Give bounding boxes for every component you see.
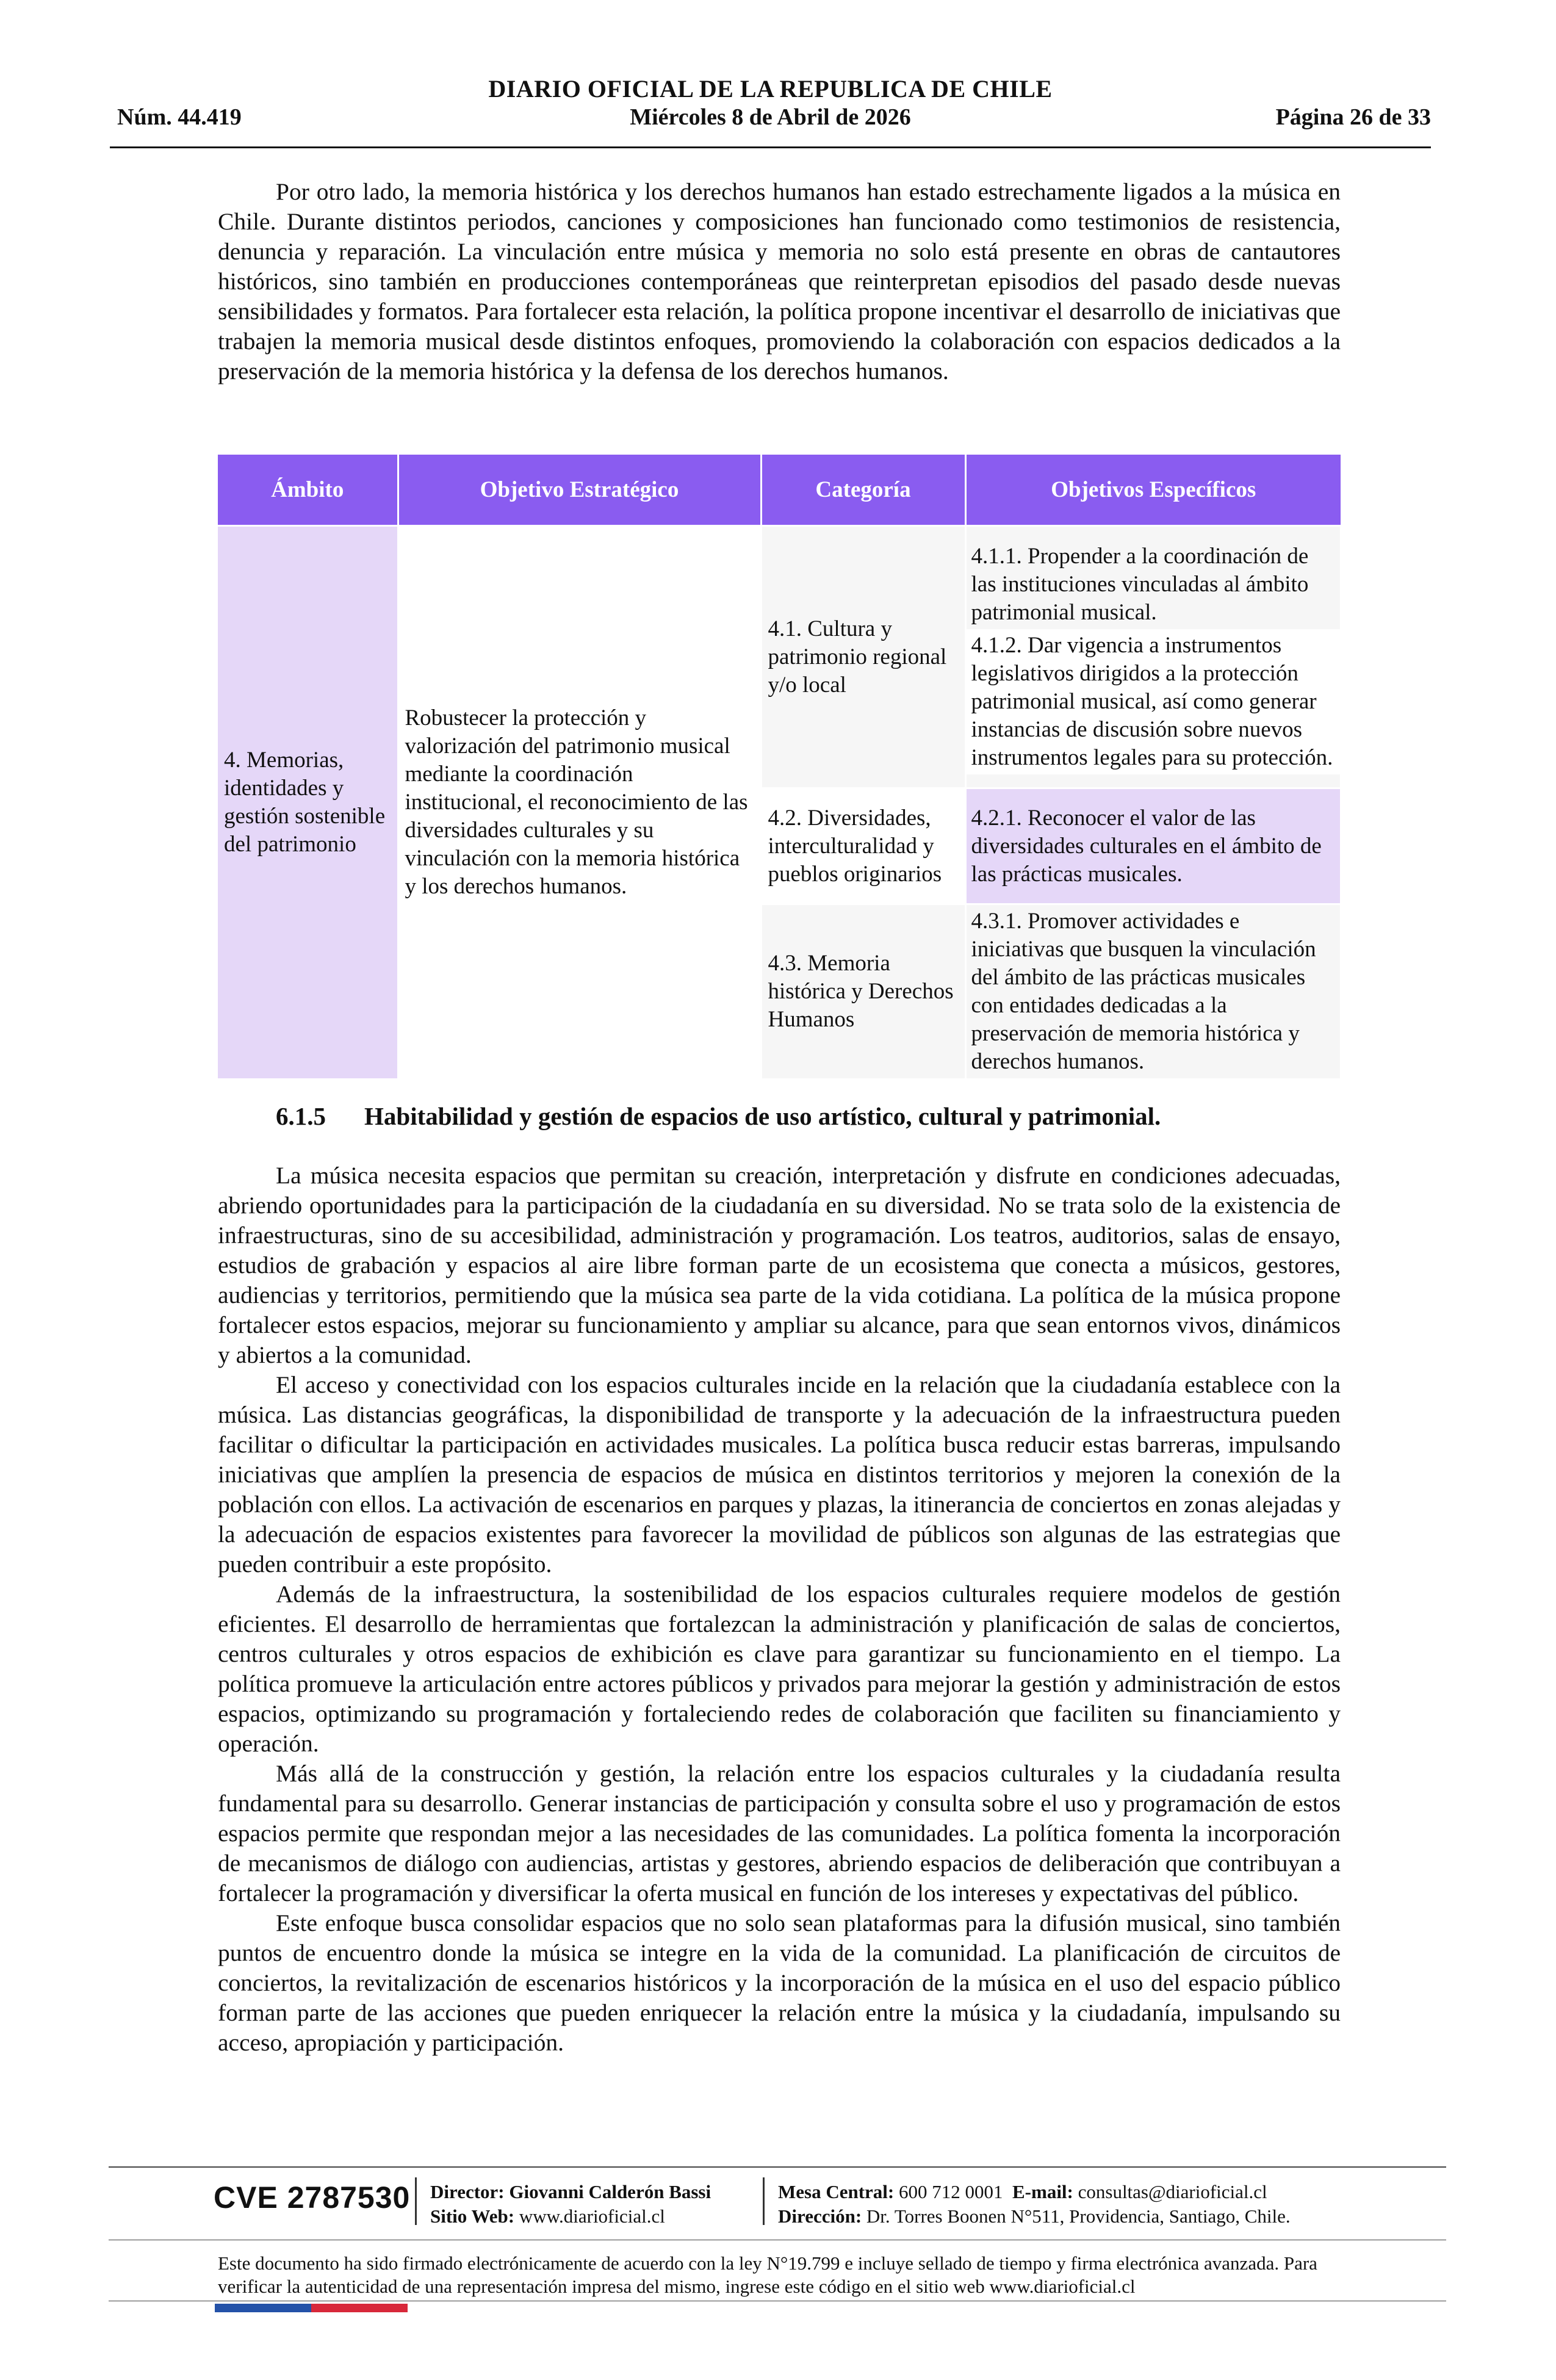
body-paragraph: Este enfoque busca consolidar espacios que no solo sean plataformas para la difusión musical, sino también puntos de encuentro donde la música se integre en la vida de la comunidad. La planificación de circuitos de conciertos, la revitalización de escenarios históricos y la incorporación de la música en el uso del espacio público forman parte de las acciones que pueden enriquecer la relación entre la música y la ciudadanía, impulsando su acceso, apropiación y participación. [218,1909,1341,2056]
specific-objective: 4.1.1. Propender a la coordinación de las instituciones vinculadas al ámbito patrimonial musical. [971,543,1309,625]
cve-code: CVE 2787530 [214,2180,411,2215]
specific-objective: 4.3.1. Promover actividades e iniciativas que busquen la vinculación del ámbito de las prácticas musicales con entidades dedicadas a la preservación de memoria histórica y derechos humanos. [965,904,1341,1079]
email-link[interactable]: consultas@diarioficial.cl [1078,2181,1267,2202]
page-header [110,74,1431,148]
ambito-cell: 4. Memorias, identidades y gestión sostenible del patrimonio [218,526,398,1079]
section-title: Habitabilidad y gestión de espacios de uso artístico, cultural y patrimonial. [364,1102,1161,1130]
director-name: Giovanni Calderón Bassi [509,2181,711,2202]
header-ambito: Ámbito [218,455,398,526]
page-indicator: Página 26 de 33 [1275,104,1431,130]
email-label: E-mail: [1012,2181,1073,2202]
table-header-row [218,455,1341,526]
footer-separator [415,2177,417,2225]
newspaper-title: DIARIO OFICIAL DE LA REPUBLICA DE CHILE [488,75,1053,103]
footer-separator [763,2177,765,2225]
flag-stripe-red [311,2304,408,2312]
category-cell: 4.1. Cultura y patrimonio regional y/o local [761,526,965,788]
body-paragraph: Además de la infraestructura, la sostenibilidad de los espacios culturales requiere modelos de gestión eficientes. El desarrollo de herramientas que fortalezcan la administración y planificación de salas de conciertos, centros culturales y otros espacios de exhibición es clave para garantizar su funcionamiento en el tiempo. La política promueve la articulación entre actores públicos y privados para mejorar la gestión y administración de estos espacios, optimizando su programación y fortaleciendo redes de colaboración que faciliten su financiamiento y operación. [218,1581,1341,1757]
category-cell: 4.2. Diversidades, interculturalidad y pueblos originarios [761,788,965,904]
category-cell: 4.3. Memoria histórica y Derechos Humanos [761,904,965,1079]
website-label: Sitio Web: [430,2205,515,2227]
header-objetivo-estrategico: Objetivo Estratégico [398,455,761,526]
intro-section [218,177,1341,386]
body-paragraph: La música necesita espacios que permitan su creación, interpretación y disfrute en condiciones adecuadas, abriendo oportunidades para la participación de la ciudadanía en su diversidad. No se trata solo de la existencia de infraestructuras, sino de su accesibilidad, administración y programación. Los teatros, auditorios, salas de ensayo, estudios de grabación y espacios al aire libre forman parte de un ecosistema que conecta a músicos, gestores, audiencias y territorios, permitiendo que la música sea parte de la vida cotidiana. La política de la música propone fortalecer estos espacios, mejorar su funcionamiento y ampliar su alcance, para que sean entornos vivos, dinámicos y abiertos a la comunidad. [218,1162,1341,1368]
header-meta-row [110,104,1431,134]
address-label: Dirección: [778,2205,862,2227]
table-row [218,526,1341,788]
specific-objectives-cell [965,526,1341,788]
issue-number: Núm. 44.419 [117,104,242,130]
header-objetivos-especificos: Objetivos Específicos [965,455,1341,526]
specific-objective: 4.2.1. Reconocer el valor de las diversidades culturales en el ámbito de las prácticas musicales. [965,788,1341,904]
phone-number: 600 712 0001 [899,2181,1003,2202]
footer-top-divider [109,2166,1446,2168]
director-label: Director: [430,2181,505,2202]
flag-stripe-blue [215,2304,311,2312]
footer-director-block [430,2180,711,2229]
website-link[interactable]: www.diarioficial.cl [519,2205,665,2227]
issue-date: Miércoles 8 de Abril de 2026 [630,104,911,130]
address: Dr. Torres Boonen N°511, Providencia, Santiago, Chile. [866,2205,1291,2227]
intro-paragraph: Por otro lado, la memoria histórica y los derechos humanos han estado estrechamente ligados a la música en Chile. Durante distintos periodos, canciones y composiciones han funcionado como testimonios de resistencia, denuncia y reparación. La vinculación entre música y memoria no solo está presente en obras de cantautores históricos, sino también en producciones contemporáneas que reinterpretan episodios del pasado desde nuevas sensibilidades y formatos. Para fortalecer esta relación, la política propone incentivar el desarrollo de iniciativas que trabajen la memoria musical desde distintos enfoques, promoviendo la colaboración con espacios dedicados a la preservación de la memoria histórica y la defensa de los derechos humanos. [218,178,1341,384]
header-categoria: Categoría [761,455,965,526]
specific-objective: 4.1.2. Dar vigencia a instrumentos legislativos dirigidos a la protección patrimonial musical, así como generar instancias de discusión sobre nuevos instrumentos legales para su protección. [967,629,1340,774]
section-body [218,1161,1341,2058]
body-paragraph: Más allá de la construcción y gestión, la relación entre los espacios culturales y la ciudadanía resulta fundamental para su desarrollo. Generar instancias de participación y consulta sobre el uso y programación de estos espacios permite que respondan mejor a las necesidades de las comunidades. La política fomenta la incorporación de mecanismos de diálogo con audiencias, artistas y gestores, abriendo espacios de deliberación que contribuyan a fortalecer la programación y diversificar la oferta musical en función de los intereses y expectativas del público. [218,1760,1341,1906]
objetivo-estrategico-cell: Robustecer la protección y valorización del patrimonio musical mediante la coordinación institucional, el reconocimiento de las diversidades culturales y su vinculación con la memoria histórica y los derechos humanos. [398,526,761,1079]
legal-notice: Este documento ha sido firmado electrónicamente de acuerdo con la ley N°19.799 e incluye sellado de tiempo y firma electrónica avanzada. Para verificar la autenticidad de una representación impresa del mismo, ingrese este código en el sitio web www.diarioficial.cl [218,2252,1317,2297]
phone-label: Mesa Central: [778,2181,895,2202]
section-number: 6.1.5 [276,1102,326,1130]
objectives-table [218,455,1342,1078]
body-paragraph: El acceso y conectividad con los espacios culturales incide en la relación que la ciudadanía establece con la música. Las distancias geográficas, la disponibilidad de transporte y la adecuación de la infraestructura pueden facilitar o dificultar la participación en actividades musicales. La política busca reducir estas barreras, impulsando iniciativas que amplíen la presencia de espacios de música en distintos territorios y mejoren la conexión de la población con ellos. La activación de escenarios en parques y plazas, la itinerancia de conciertos en zonas alejadas y la adecuación de espacios existentes para favorecer la movilidad de públicos son algunas de las estrategias que pueden contribuir a este propósito. [218,1371,1341,1578]
section-heading [276,1102,1161,1131]
footer-contact-block [778,2180,1291,2229]
